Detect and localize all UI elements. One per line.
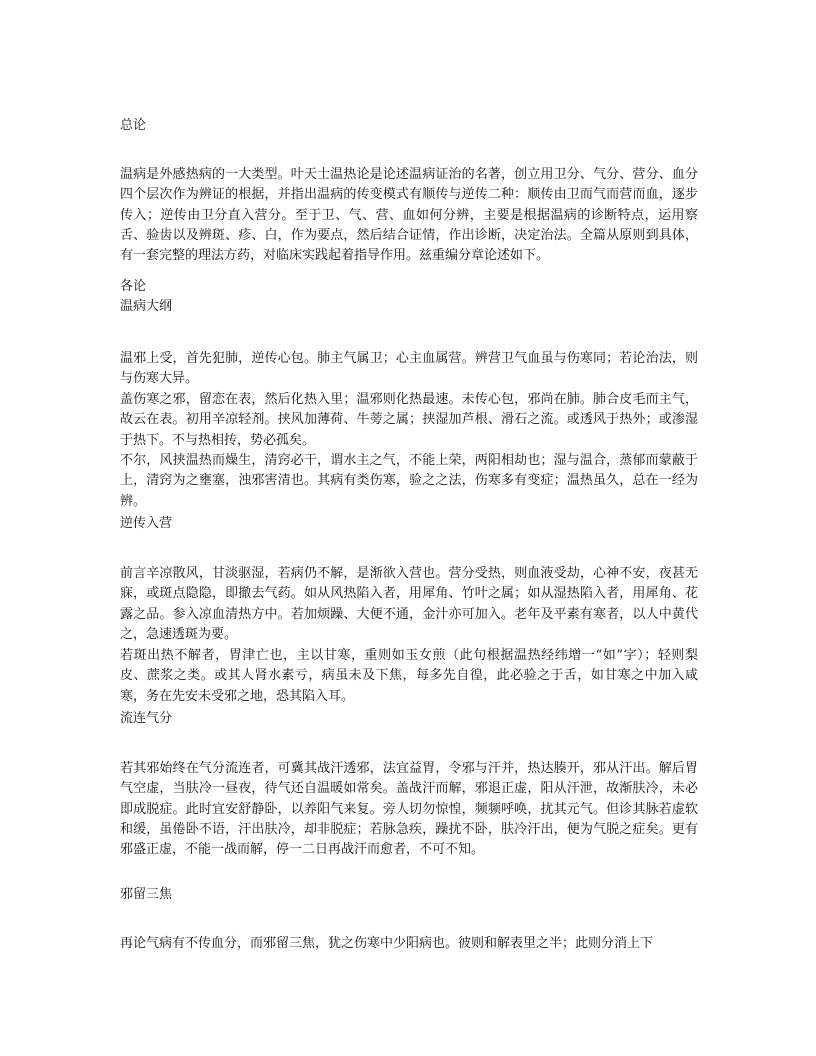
heading-liulian-qifen: 流连气分 — [120, 711, 173, 726]
paragraph: 若斑出热不解者，胃津亡也，主以甘寒，重则如玉女煎（此句根据温热经纬增一“如”字）；轻则梨皮、蔗浆之类。或其人肾水素亏，病虽未及下焦，每多先自徨，此必验之于舌，如甘寒之中加入咸寒，务在先安未受邪之地，恐其陷入耳。 — [120, 648, 698, 704]
heading-zonglun: 总论 — [120, 118, 147, 133]
paragraph: 温病是外感热病的一大类型。叶天士温热论是论述温病证治的名著，创立用卫分、气分、营分、血分四个层次作为辨证的根据，并指出温病的传变模式有顺传与逆传二种：顺传由卫而气而营而血，逐步传入；逆传由卫分直入营分。至于卫、气、营、血如何分辨，主要是根据温病的诊断特点，运用察舌、验齿以及辨斑、疹、白，作为要点，然后结合证情，作出诊断，决定治法。全篇从原则到具体，有一套完整的理法方药，对临床实践起着指导作用。兹重编分章论述如下。 — [120, 167, 698, 264]
paragraph: 不尔，风挟温热而燥生，清窍必干，谓水主之气，不能上荣，两阳相劫也；湿与温合，蒸郁而蒙蔽于上，清窍为之壅塞，浊邪害清也。其病有类伤寒，验之之法，伤寒多有变症；温热虽久，总在一经为辨。 — [120, 453, 698, 509]
paragraph: 温邪上受，首先犯肺，逆传心包。肺主气属卫；心主血属营。辨营卫气血虽与伤寒同；若论治法，则与伤寒大异。 — [120, 351, 698, 387]
paragraph: 盖伤寒之邪，留恋在表，然后化热入里；温邪则化热最速。未传心包，邪尚在肺。肺合皮毛而主气，故云在表。初用辛凉轻剂。挟风加薄荷、牛蒡之属；挟湿加芦根、滑石之流。或透风于热外；或渗湿于热下。不与热相抟，势必孤矣。 — [120, 392, 698, 448]
subheading-wenbing-dagang: 温病大纲 — [120, 299, 173, 314]
paragraph: 若其邪始终在气分流连者，可冀其战汗透邪，法宜益胃，令邪与汗并，热达腠开，邪从汗出。解后胃气空虚，当肤冷一昼夜，待气还自温暖如常矣。盖战汗而解，邪退正虚，阳从汗泄，故渐肤冷，未必即成脱症。此时宜安舒静卧，以养阳气来复。旁人切勿惊惶，频频呼唤，扰其元气。但诊其脉若虚软和缓，虽倦卧不语，汗出肤冷，却非脱症；若脉急疾，躁扰不卧，肤冷汗出，便为气脱之症矣。更有邪盛正虚，不能一战而解，停一二日再战汗而愈者，不可不知。 — [120, 761, 698, 858]
heading-nichuan-ruying: 逆传入营 — [120, 516, 173, 531]
heading-xieliu-sanjiao: 邪留三焦 — [120, 887, 173, 902]
paragraph: 前言辛凉散风，甘淡驱湿，若病仍不解，是渐欲入营也。营分受热，则血液受劫，心神不安，夜甚无寐，或斑点隐隐，即撤去气药。如从风热陷入者，用犀角、竹叶之属；如从湿热陷入者，用犀角、花露之品。参入凉血清热方中。若加烦躁、大便不通，金汁亦可加入。老年及平素有寒者，以人中黄代之，急速透斑为要。 — [120, 566, 698, 642]
heading-gelun: 各论 — [120, 279, 147, 294]
paragraph: 再论气病有不传血分，而邪留三焦，犹之伤寒中少阳病也。彼则和解表里之半；此则分消上下 — [120, 936, 654, 951]
